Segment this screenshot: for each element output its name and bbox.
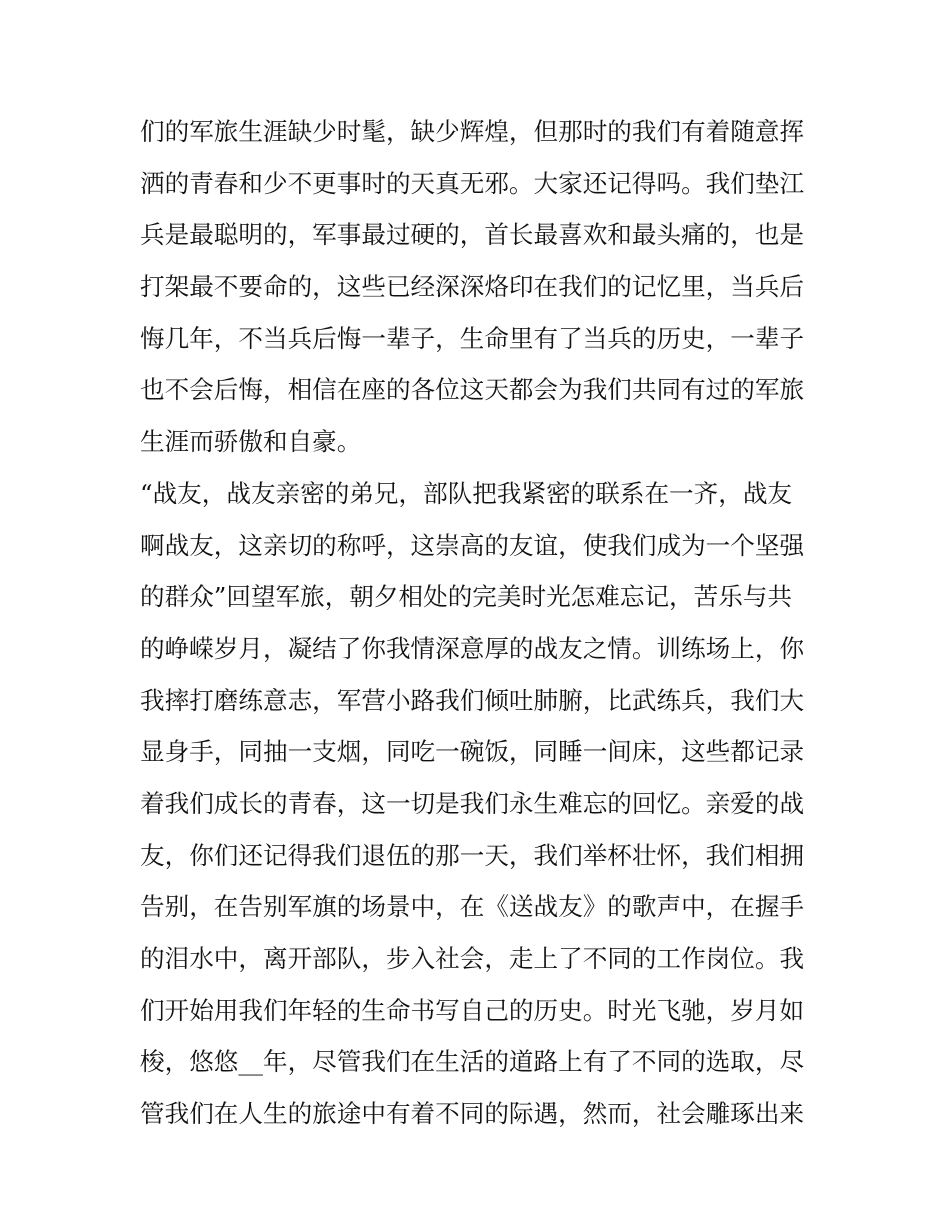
text-line: 打架最不要命的，这些已经深深烙印在我们的记忆里，当兵后 <box>140 272 805 302</box>
text-line: 梭，悠悠__年，尽管我们在生活的道路上有了不同的选取，尽 <box>140 1047 805 1077</box>
text-line: 悔几年，不当兵后悔一辈子，生命里有了当兵的历史，一辈子 <box>140 323 805 353</box>
text-line: 啊战友，这亲切的称呼，这崇高的友谊，使我们成为一个坚强 <box>140 530 805 560</box>
text-line: 告别，在告别军旗的场景中，在《送战友》的歌声中，在握手 <box>140 892 805 922</box>
text-line: 友，你们还记得我们退伍的那一天，我们举杯壮怀，我们相拥 <box>140 840 805 870</box>
text-line: 生涯而骄傲和自豪。 <box>140 427 362 457</box>
text-line: 我摔打磨练意志，军营小路我们倾吐肺腑，比武练兵，我们大 <box>140 685 805 715</box>
text-line: “战友，战友亲密的弟兄，部队把我紧密的联系在一齐，战友 <box>140 478 793 508</box>
text-line: 兵是最聪明的，军事最过硬的，首长最喜欢和最头痛的，也是 <box>140 220 805 250</box>
text-line: 洒的青春和少不更事时的天真无邪。大家还记得吗。我们垫江 <box>140 168 805 198</box>
text-line: 管我们在人生的旅途中有着不同的际遇，然而，社会雕琢出来 <box>140 1099 805 1129</box>
text-line: 的峥嵘岁月，凝结了你我情深意厚的战友之情。训练场上，你 <box>140 633 805 663</box>
text-line: 们开始用我们年轻的生命书写自己的历史。时光飞驰，岁月如 <box>140 995 805 1025</box>
body-text <box>140 106 820 1140</box>
text-line: 的泪水中，离开部队，步入社会，走上了不同的工作岗位。我 <box>140 944 805 973</box>
text-line: 显身手，同抽一支烟，同吃一碗饭，同睡一间床，这些都记录 <box>140 737 805 767</box>
text-line: 们的军旅生涯缺少时髦，缺少辉煌，但那时的我们有着随意挥 <box>140 117 805 146</box>
text-line: 也不会后悔，相信在座的各位这天都会为我们共同有过的军旅 <box>140 375 805 405</box>
text-line: 的群众”回望军旅，朝夕相处的完美时光怎难忘记，苦乐与共 <box>140 582 793 612</box>
text-line: 着我们成长的青春，这一切是我们永生难忘的回忆。亲爱的战 <box>140 788 805 818</box>
